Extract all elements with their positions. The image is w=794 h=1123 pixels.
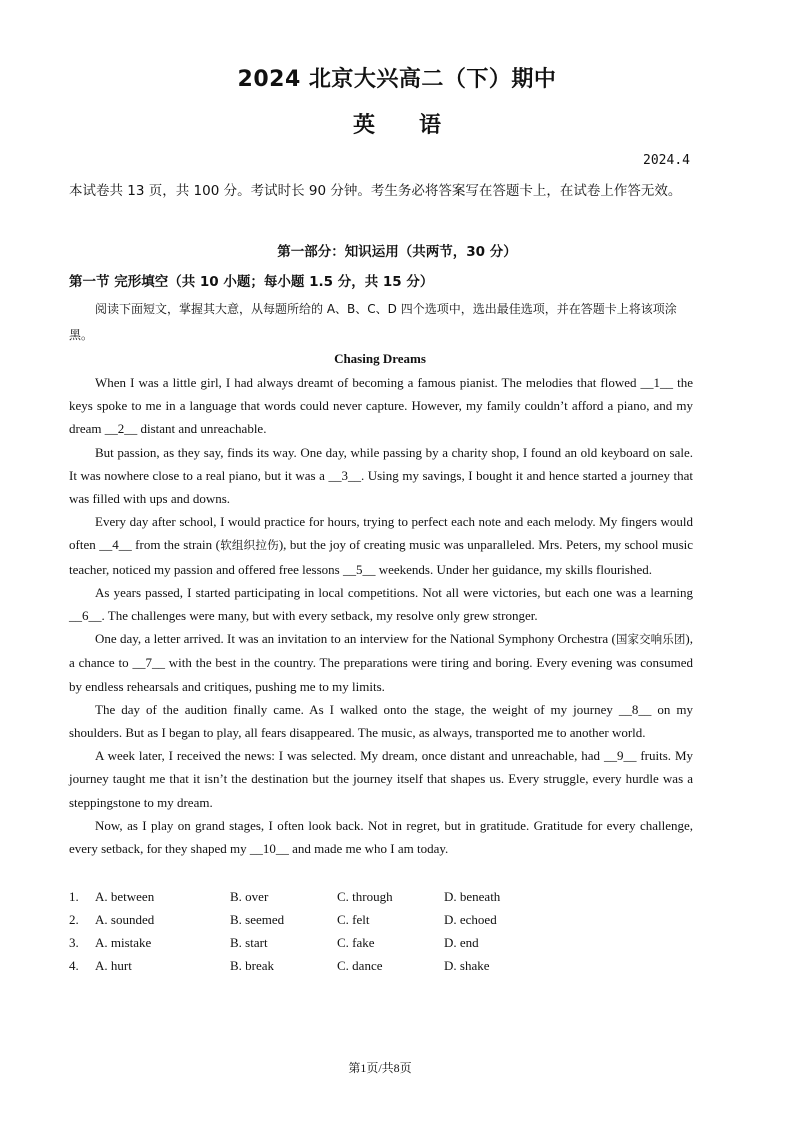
option-a: A. mistake [95, 935, 152, 950]
option-d: D. shake [444, 958, 490, 973]
option-b: B. over [230, 889, 269, 904]
passage-text: Every day after school, I would practice for hours, trying to perfect each note and each melody. My fingers would often __4__ from the strain ( [69, 514, 693, 553]
passage-paragraph-2: But passion, as they say, finds its way. One day, while passing by a charity shop, I found an old keyboard on sale. It was nowhere close to a real piano, but it was a __3__. Using my savings, I bought it and hence started a journey that was filled with ups and downs. [69, 444, 693, 507]
passage-paragraph-8: Now, as I play on grand stages, I often look back. Not in regret, but in gratitude. Gratitude for every challenge, every setback, for they shaped my __10__ and made me who I am today. [69, 817, 693, 857]
option-a: A. sounded [95, 912, 155, 927]
option-c: C. dance [337, 958, 383, 973]
passage-text: ), but the joy of creating music was unparalleled. Mrs. Peters, my school music teacher, noticed my passion and offered free lessons __5__ weekends. Under her guidance, my skills flourished. [69, 537, 694, 577]
passage-text: One day, a letter arrived. It was an invitation to an interview for the National Symphony Orchestra ( [95, 631, 616, 647]
question-number: 1. [69, 889, 79, 904]
chinese-gloss: 国家交响乐团 [615, 632, 686, 647]
option-row [69, 889, 693, 912]
option-b: B. seemed [230, 912, 285, 927]
exam-date: 2024.4 [643, 153, 690, 168]
option-d: D. beneath [444, 889, 501, 904]
option-row [69, 912, 693, 935]
option-d: D. end [444, 935, 479, 950]
passage-paragraph-1: When I was a little girl, I had always dreamt of becoming a famous pianist. The melodies that flowed __1__ the keys spoke to me in a language that words could never capture. However, my family couldn’t afford a piano, and my dream __2__ distant and unreachable. [69, 375, 693, 437]
exam-intro: 本试卷共 13 页，共 100 分。考试时长 90 分钟。考生务必将答案写在答题卡上，在试卷上作答无效。 [69, 183, 682, 199]
option-a: A. hurt [95, 958, 132, 973]
question-number: 2. [69, 912, 79, 927]
passage-text: ), a chance to __7__ with the best in the country. The preparations were tiring and boring. Every evening was consumed by endless rehearsals and critiques, pushing me to my limits. [69, 631, 694, 694]
option-a: A. between [95, 889, 155, 904]
option-b: B. break [230, 958, 275, 973]
section-instructions: 阅读下面短文，掌握其大意，从每题所给的 A、B、C、D 四个选项中，选出最佳选项，并在答题卡上将该项涂黑。 [69, 302, 677, 342]
passage-paragraph-7: A week later, I received the news: I was selected. My dream, once distant and unreachable, had __9__ fruits. My journey taught me that it isn’t the destination but the journey itself that shapes us. Every struggle, every hurdle was a steppingstone to my dream. [69, 748, 693, 810]
question-number: 3. [69, 935, 79, 950]
subject-title: 英 语 [352, 113, 441, 138]
option-c: C. through [337, 889, 393, 904]
passage-paragraph-4: As years passed, I started participating in local competitions. Not all were victories, but each one was a learning __6__. The challenges were many, but with every setback, my resolve only grew stronger. [69, 584, 693, 624]
chinese-gloss: 软组织拉伤 [219, 538, 279, 553]
passage-paragraph-5 [69, 627, 693, 698]
passage-paragraph-3 [69, 510, 693, 581]
passage [69, 371, 693, 860]
section-title: 第一节 完形填空（共 10 小题；每小题 1.5 分，共 15 分） [69, 274, 434, 290]
option-c: C. felt [337, 912, 370, 927]
option-row [69, 935, 693, 958]
page-footer: 第1页/共8页 [348, 1061, 412, 1075]
option-b: B. start [230, 935, 268, 950]
exam-title: 2024 北京大兴高二（下）期中 [237, 67, 557, 92]
part-title: 第一部分：知识运用（共两节，30 分） [277, 244, 517, 260]
option-row [69, 958, 693, 981]
answer-options [69, 889, 693, 981]
passage-paragraph-6: The day of the audition finally came. As I walked onto the stage, the weight of my journey __8__ on my shoulders. But as I began to play, all fears disappeared. The music, as always, transported me to another world. [69, 701, 693, 741]
passage-title: Chasing Dreams [334, 351, 426, 366]
question-number: 4. [69, 958, 79, 973]
option-c: C. fake [337, 935, 375, 950]
option-d: D. echoed [444, 912, 497, 927]
